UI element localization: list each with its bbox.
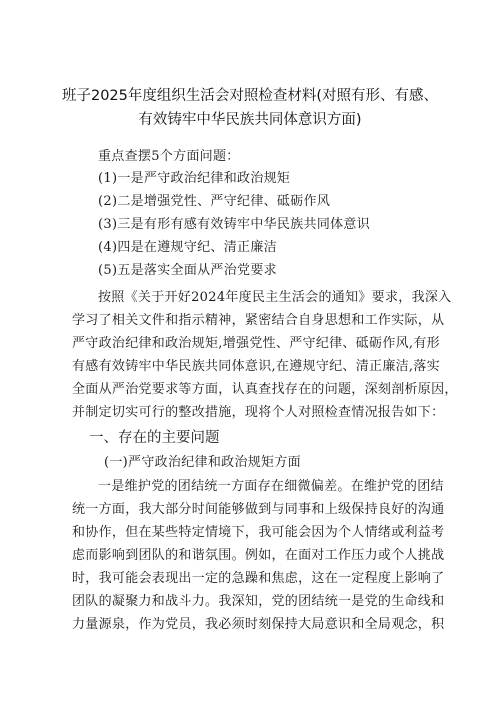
document-title-line-1: 班子2025年度组织生活会对照检查材料(对照有形、有感、	[61, 88, 439, 104]
paragraph-line: 学习了相关文件和指示精神，紧密结合自身思想和工作实际，从	[72, 313, 445, 328]
issue-item: (3)三是有形有感有效铸牢中华民族共同体意识	[98, 217, 371, 232]
paragraph-line: 时，我可能会表现出一定的急躁和焦虑，这在一定程度上影响了	[72, 571, 445, 586]
intro-text: 重点查摆5个方面问题：	[98, 149, 240, 164]
issue-item: (2)二是增强党性、严守纪律、砥砺作风	[98, 194, 331, 209]
paragraph-line: 并制定切实可行的整改措施，现将个人对照检查情况报告如下：	[72, 405, 445, 420]
paragraph-line: 虑而影响到团队的和谐氛围。例如，在面对工作压力或个人挑战	[72, 548, 445, 563]
paragraph-line: 力量源泉，作为党员，我必须时刻保持大局意识和全局观念，积	[72, 617, 445, 632]
paragraph-line: 按照《关于开好2024年度民主生活会的通知》要求，我深入	[98, 290, 452, 305]
paragraph-line: 有感有效铸牢中华民族共同体意识,在遵规守纪、清正廉洁,落实	[72, 359, 440, 374]
paragraph-line: 全面从严治党要求等方面，认真查找存在的问题，深刻剖析原因，	[72, 382, 458, 397]
paragraph-line: 一是维护党的团结统一方面存在细微偏差。在维护党的团结	[98, 479, 444, 494]
paragraph-line: 统一方面，我大部分时间能够做到与同事和上级保持良好的沟通	[72, 502, 445, 517]
issue-item: (5)五是落实全面从严治党要求	[98, 263, 277, 278]
paragraph-line: 团队的凝聚力和战斗力。我深知，党的团结统一是党的生命线和	[72, 594, 445, 609]
subsection-heading: (一)严守政治纪律和政治规矩方面	[104, 455, 301, 470]
paragraph-line: 和协作，但在某些特定情境下，我可能会因为个人情绪或利益考	[72, 525, 445, 540]
section-heading: 一、存在的主要问题	[89, 430, 220, 446]
issue-item: (1)一是严守政治纪律和政治规矩	[98, 171, 291, 186]
issue-item: (4)四是在遵规守纪、清正廉洁	[98, 240, 277, 255]
paragraph-line: 严守政治纪律和政治规矩,增强党性、严守纪律、砥砺作风,有形	[72, 336, 440, 351]
document-title-line-2: 有效铸牢中华民族共同体意识方面)	[138, 112, 362, 128]
